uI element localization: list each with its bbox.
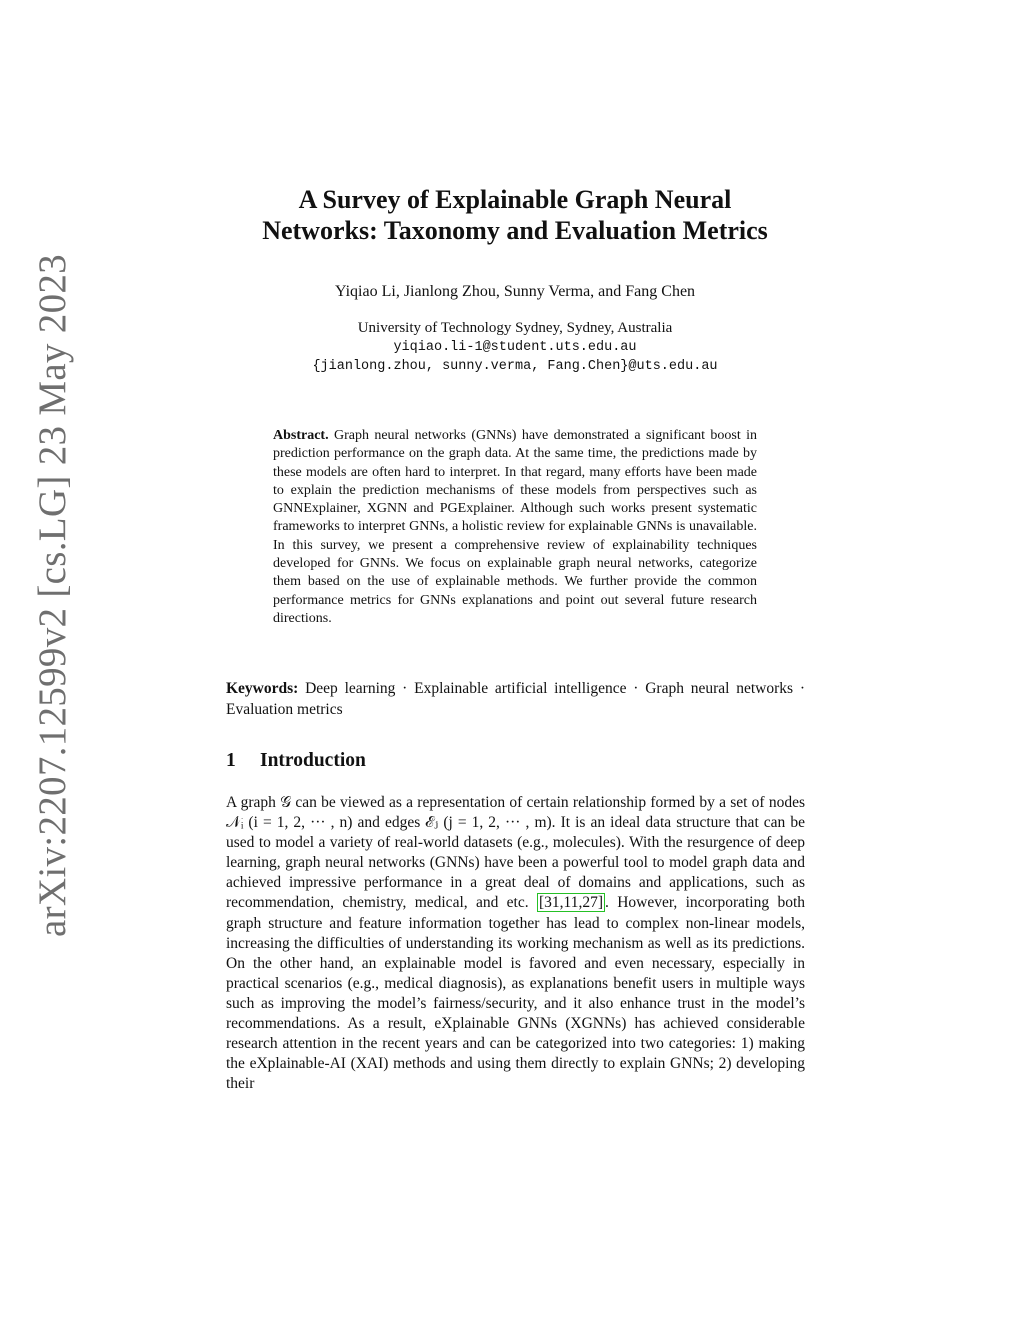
title-line-1: A Survey of Explainable Graph Neural (298, 185, 732, 214)
abstract (273, 427, 757, 628)
abstract-label: Abstract. (273, 428, 329, 443)
citation-11[interactable]: 11 (563, 894, 579, 912)
author-list: Yiqiao Li, Jianlong Zhou, Sunny Verma, and Fang Chen (334, 283, 696, 300)
abstract-text: Graph neural networks (GNNs) have demonstrated a significant boost in prediction performance on the graph data. At the same time, the predictions made by these models are often hard to interpret. In that regard, many efforts have been made to explain the prediction mechanisms of these models from perspectives such as GNNExplainer, XGNN and PGExplainer. Although such works present systematic frameworks to interpret GNNs, a holistic review for explainable GNNs is unavailable. In this survey, we present a comprehensive review of explainability techniques developed for GNNs. We focus on explainable graph neural networks, categorize them based on the use of explainable methods. We further provide the common performance metrics for GNNs explanations and point out several future research directions. (273, 428, 758, 626)
affiliation: University of Technology Sydney, Sydney, Australia (357, 320, 673, 336)
intro-text-part-2: . However, incorporating both graph structure and feature information together has lead to complex non-linear models, increasing the difficulties of understanding its working mechanism as well as its predictions. On the other hand, an explainable model is favored and even necessary, especially in practical scenarios (e.g., medical diagnosis), as explanations benefit users in multiple ways such as improving the model’s fairness/security, and it also enhance trust in the model’s recommendations. As a result, eXplainable GNNs (XGNNs) has achieved considerable research attention in the recent years and can be categorized into two categories: 1) making the eXplainable-AI (XAI) methods and using them directly to explain GNNs; 2) developing their (226, 894, 806, 1093)
arxiv-identifier-text: arXiv:2207.12599v2 [cs.LG] 23 May 2023 (30, 253, 74, 937)
citation-27[interactable]: 27 (582, 894, 598, 912)
introduction-paragraph (226, 793, 805, 1094)
section-heading-introduction (226, 750, 366, 772)
section-title: Introduction (260, 750, 366, 771)
arxiv-identifier (8, 235, 96, 955)
paper-title (200, 184, 830, 246)
email-group: {jianlong.zhou, sunny.verma, Fang.Chen}@uts.edu.au (312, 359, 718, 374)
affiliation-block (200, 319, 830, 376)
email-primary: yiqiao.li-1@student.uts.edu.au (393, 340, 637, 355)
citation-link[interactable]: [31,11,27] (538, 894, 603, 912)
citation-31[interactable]: 31 (544, 894, 560, 912)
section-number: 1 (226, 750, 236, 771)
title-line-2: Networks: Taxonomy and Evaluation Metrics (262, 216, 768, 245)
intro-text-part-1: A graph 𝒢 can be viewed as a representation of certain relationship formed by a set of nodes 𝒩ᵢ (i = 1, 2, ··· , n) and edges ℰⱼ (j = 1, 2, ··· , m). It is an ideal data structure that can be used to model a variety of real-world datasets (e.g., molecules). With the resurgence of deep learning, graph neural networks (GNNs) have been a powerful tool to model graph data and achieved impressive performance in a great deal of domains and applications, such as recommendation, chemistry, medical, and etc. (226, 794, 805, 912)
keywords (226, 679, 805, 720)
keywords-label: Keywords: (226, 680, 299, 697)
keywords-text: Deep learning · Explainable artificial intelligence · Graph neural networks · Evaluation metrics (226, 680, 805, 718)
